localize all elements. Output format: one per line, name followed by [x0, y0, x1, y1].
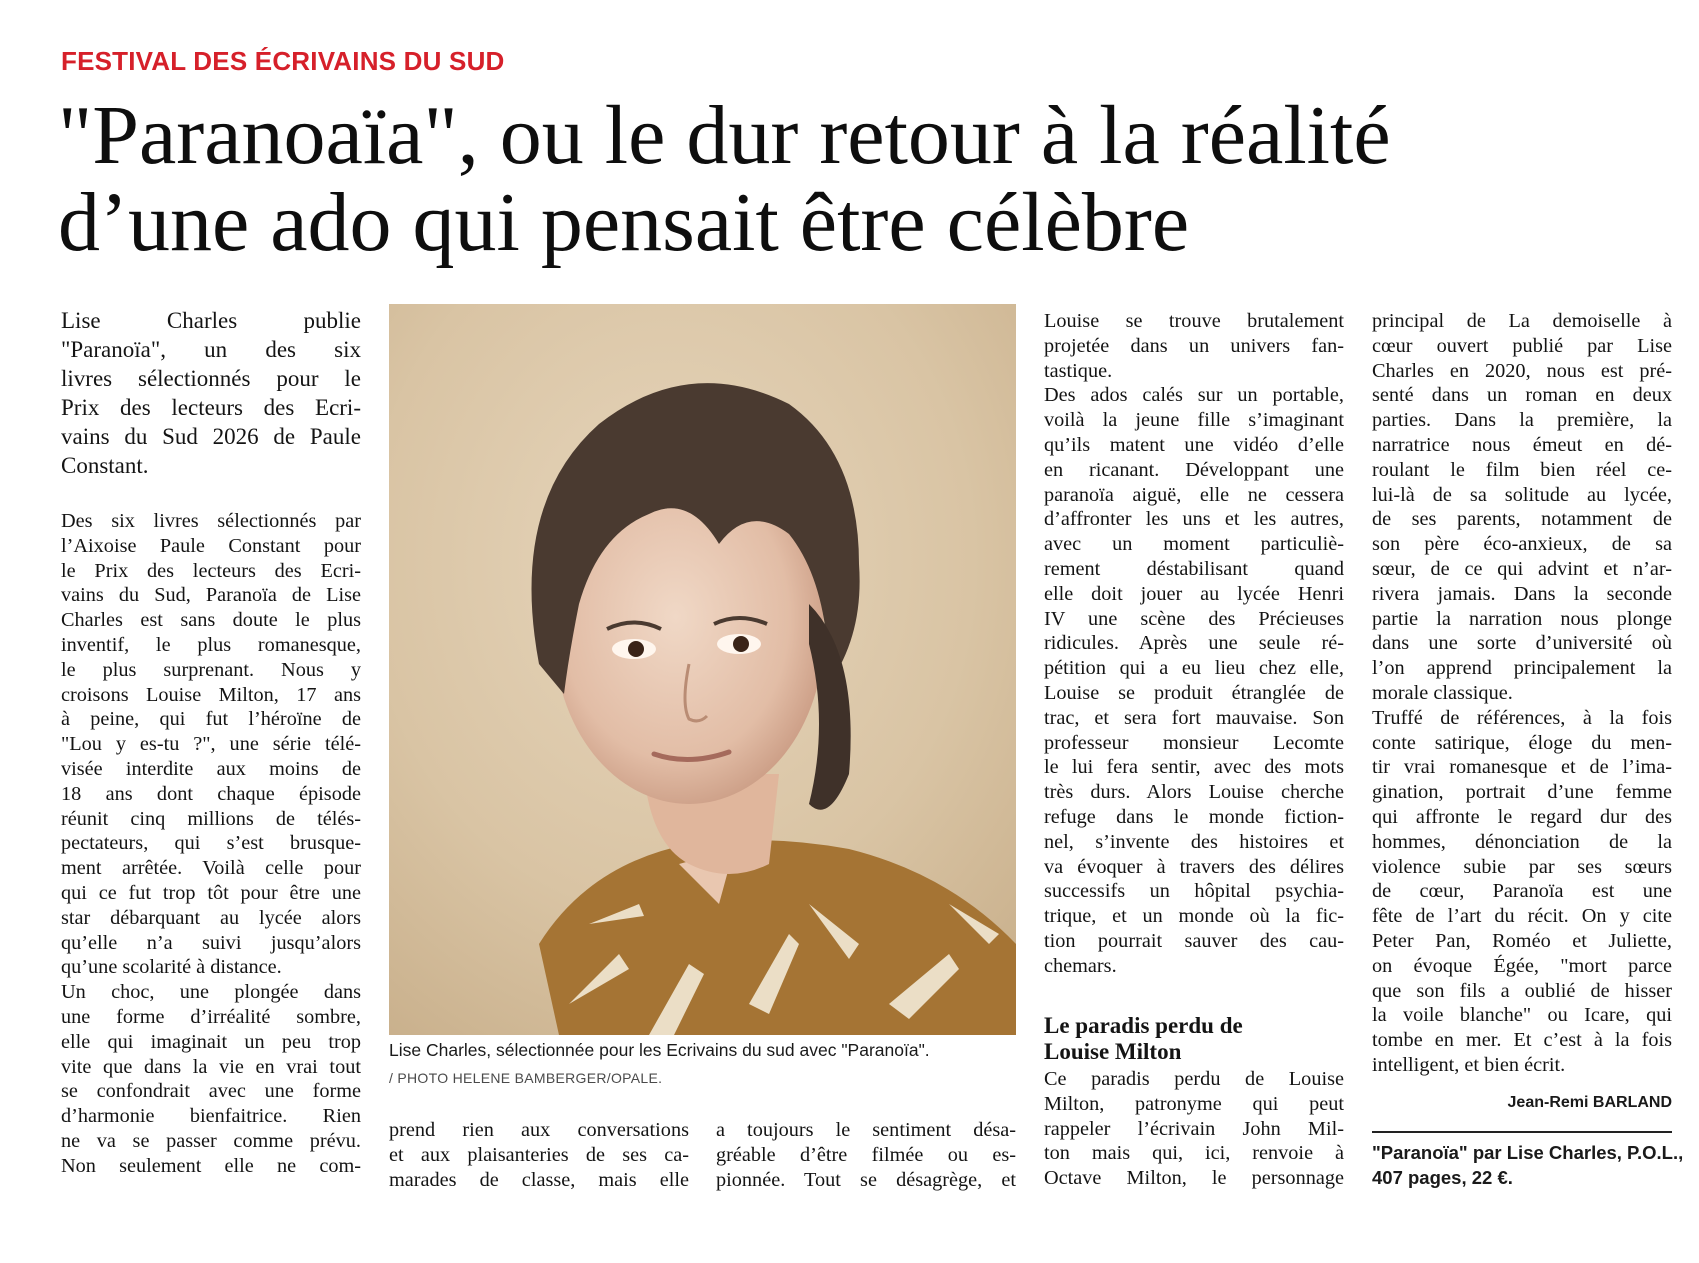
text-line: "Lou y es-tu ?", une série télé-	[61, 733, 361, 756]
text-line: son père éco-anxieux, de sa	[1372, 533, 1672, 556]
text-line: refuge dans le monde fiction-	[1044, 805, 1344, 828]
text-line: roulant le film bien réel ce-	[1372, 458, 1672, 481]
text-line: pionnée. Tout se désagrège, et	[716, 1168, 1016, 1191]
text-line: d’affronter les uns et les autres,	[1044, 508, 1344, 531]
subheading-line-2: Louise Milton	[1044, 1039, 1182, 1064]
text-line: principal de La demoiselle à	[1372, 310, 1672, 332]
text-line: tastique.	[1044, 359, 1113, 382]
text-line: vains du Sud, Paranoïa de Lise	[61, 584, 361, 607]
text-line: vains du Sud 2026 de Paule	[61, 424, 361, 449]
book-info	[1372, 1140, 1684, 1190]
text-line: paranoïa aiguë, elle ne cessera	[1044, 483, 1344, 506]
text-line: rement déstabilisant quand	[1044, 557, 1344, 580]
text-line: trique, et un monde où la fic-	[1044, 905, 1344, 928]
author-photo	[389, 304, 1016, 1035]
text-line: rivera jamais. Dans la seconde	[1372, 582, 1672, 605]
text-line: Ce paradis perdu de Louise	[1044, 1068, 1344, 1090]
text-line: Prix des lecteurs des Ecri-	[61, 395, 361, 420]
text-line: qu’elle n’a suivi jusqu’alors	[61, 931, 361, 954]
text-line: Charles est sans doute le plus	[61, 609, 361, 632]
text-line: visée interdite aux moins de	[61, 757, 361, 780]
body-column-2	[389, 1118, 689, 1192]
text-line: qu’ils matent une vidéo d’elle	[1044, 433, 1344, 456]
text-line: livres sélectionnés pour le	[61, 366, 361, 391]
text-line: Peter Pan, Roméo et Juliette,	[1372, 929, 1672, 952]
text-line: 18 ans dont chaque épisode	[61, 782, 361, 805]
text-line: partie la narration nous plonge	[1372, 607, 1672, 630]
text-line: morale classique.	[1372, 681, 1513, 704]
text-line: Charles en 2020, nous est pré-	[1372, 359, 1672, 382]
text-line: parties. Dans la première, la	[1372, 409, 1672, 432]
body-column-4	[1044, 309, 1344, 979]
text-line: intelligent, et bien écrit.	[1372, 1053, 1566, 1076]
text-line: voilà la jeune fille s’imaginant	[1044, 409, 1344, 432]
text-line: avec un moment particuliè-	[1044, 533, 1344, 556]
text-line: projetée dans un univers fan-	[1044, 334, 1344, 357]
text-line: professeur monsieur Lecomte	[1044, 731, 1344, 754]
text-line: se confondrait avec une forme	[61, 1080, 361, 1103]
book-info-line-1: "Paranoïa" par Lise Charles, P.O.L.,	[1372, 1142, 1684, 1163]
photo-caption: Lise Charles, sélectionnée pour les Ecrivains du sud avec "Paranoïa".	[389, 1040, 930, 1060]
text-line: ridicules. Après une seule ré-	[1044, 632, 1344, 655]
text-line: le plus surprenant. Nous y	[61, 658, 361, 681]
text-line: chemars.	[1044, 954, 1117, 977]
divider-rule	[1372, 1131, 1672, 1133]
text-line: Des six livres sélectionnés par	[61, 510, 361, 532]
text-line: qui ce fut trop tôt pour être une	[61, 881, 361, 904]
text-line: a toujours le sentiment désa-	[716, 1119, 1016, 1141]
book-info-line-2: 407 pages, 22 €.	[1372, 1167, 1513, 1188]
text-line: croisons Louise Milton, 17 ans	[61, 683, 361, 706]
text-line: d’harmonie bienfaitrice. Rien	[61, 1105, 361, 1128]
lead-paragraph	[61, 306, 361, 480]
text-line: Constant.	[61, 453, 149, 478]
text-line: qui affronte le regard dur des	[1372, 805, 1672, 828]
text-line: narratrice nous émeut en dé-	[1372, 433, 1672, 456]
text-line: Truffé de références, à la fois	[1372, 706, 1672, 729]
text-line: gréable d’être filmée ou es-	[716, 1143, 1016, 1166]
text-line: ment arrêtée. Voilà celle pour	[61, 857, 361, 880]
text-line: lui-là de sa solitude au lycée,	[1372, 483, 1672, 506]
text-line: nel, s’invente des histoires et	[1044, 830, 1344, 853]
text-line: successifs un hôpital psychia-	[1044, 880, 1344, 903]
text-line: Louise se produit étranglée de	[1044, 681, 1344, 704]
text-line: "Paranoïa", un des six	[61, 337, 361, 362]
text-line: qu’une scolarité à distance.	[61, 956, 282, 979]
text-line: réunit cinq millions de télés-	[61, 807, 361, 830]
kicker: FESTIVAL DES ÉCRIVAINS DU SUD	[61, 46, 505, 76]
text-line: vite que dans la vie en vrai tout	[61, 1055, 361, 1078]
subheading	[1044, 1013, 1344, 1065]
text-line: tir vrai romanesque et de l’ima-	[1372, 756, 1672, 779]
text-line: que son fils a oublié de hisser	[1372, 979, 1672, 1002]
text-line: elle doit jouer au lycée Henri	[1044, 582, 1344, 605]
headline-line-1: "Paranoaïa", ou le dur retour à la réalité	[58, 89, 1391, 182]
text-line: IV une scène des Précieuses	[1044, 607, 1344, 630]
text-line: Non seulement elle ne com-	[61, 1154, 361, 1177]
text-line: tion pourrait sauver des cau-	[1044, 929, 1344, 952]
text-line: violence subie par ses sœurs	[1372, 855, 1672, 878]
text-line: Louise se trouve brutalement	[1044, 310, 1344, 332]
text-line: une forme d’irréalité sombre,	[61, 1005, 361, 1028]
body-column-5	[1372, 309, 1672, 1078]
text-line: Un choc, une plongée dans	[61, 981, 361, 1004]
text-line: en ricanant. Développant une	[1044, 458, 1344, 481]
text-line: rappeler l’écrivain John Mil-	[1044, 1117, 1344, 1140]
body-column-4-continued	[1044, 1067, 1344, 1191]
text-line: l’on apprend principalement la	[1372, 657, 1672, 680]
text-line: et aux plaisanteries de ses ca-	[389, 1143, 689, 1166]
text-line: Des ados calés sur un portable,	[1044, 384, 1344, 407]
text-line: ton mais qui, ici, renvoie à	[1044, 1142, 1344, 1165]
subheading-line-1: Le paradis perdu de	[1044, 1013, 1243, 1038]
text-line: on évoque Égée, "mort parce	[1372, 954, 1672, 977]
text-line: hommes, dénonciation de la	[1372, 830, 1672, 853]
text-line: dans une sorte d’université où	[1372, 632, 1672, 655]
text-line: Lise Charles publie	[61, 308, 361, 333]
text-line: trac, et sera fort mauvaise. Son	[1044, 706, 1344, 729]
text-line: Octave Milton, le personnage	[1044, 1167, 1344, 1190]
body-column-1	[61, 509, 361, 1179]
text-line: prend rien aux conversations	[389, 1119, 689, 1141]
text-line: inventif, le plus romanesque,	[61, 633, 361, 656]
text-line: la voile blanche" ou Icare, qui	[1372, 1004, 1672, 1027]
text-line: gination, portrait d’une femme	[1372, 781, 1672, 804]
text-line: ne va se passer comme prévu.	[61, 1129, 361, 1152]
text-line: à peine, qui fut l’héroïne de	[61, 708, 361, 731]
text-line: l’Aixoise Paule Constant pour	[61, 534, 361, 557]
text-line: de ses parents, notamment de	[1372, 508, 1672, 531]
text-line: cœur ouvert publié par Lise	[1372, 334, 1672, 357]
photo-credit: / PHOTO HELENE BAMBERGER/OPALE.	[389, 1070, 663, 1086]
text-line: va évoquer à travers des délires	[1044, 855, 1344, 878]
text-line: fête de l’art du récit. On y cite	[1372, 905, 1672, 928]
headline	[58, 89, 1658, 269]
headline-line-2: d’une ado qui pensait être célèbre	[58, 176, 1190, 269]
text-line: pétition qui a eu lieu chez elle,	[1044, 657, 1344, 680]
text-line: Milton, patronyme qui peut	[1044, 1092, 1344, 1115]
text-line: le lui fera sentir, avec des mots	[1044, 756, 1344, 779]
text-line: pectateurs, qui s’est brusque-	[61, 832, 361, 855]
text-line: sœur, de ce qui advint et n’ar-	[1372, 557, 1672, 580]
author-byline: Jean-Remi BARLAND	[1507, 1094, 1672, 1111]
text-line: elle qui imaginait un peu trop	[61, 1030, 361, 1053]
text-line: de cœur, Paranoïa est une	[1372, 880, 1672, 903]
text-line: star débarquant au lycée alors	[61, 906, 361, 929]
text-line: senté dans un roman en deux	[1372, 384, 1672, 407]
body-column-3	[716, 1118, 1016, 1192]
text-line: conte satirique, éloge du men-	[1372, 731, 1672, 754]
text-line: le Prix des lecteurs des Ecri-	[61, 559, 361, 582]
text-line: très durs. Alors Louise cherche	[1044, 781, 1344, 804]
text-line: marades de classe, mais elle	[389, 1168, 689, 1191]
text-line: tombe en mer. Et c’est à la fois	[1372, 1029, 1672, 1052]
